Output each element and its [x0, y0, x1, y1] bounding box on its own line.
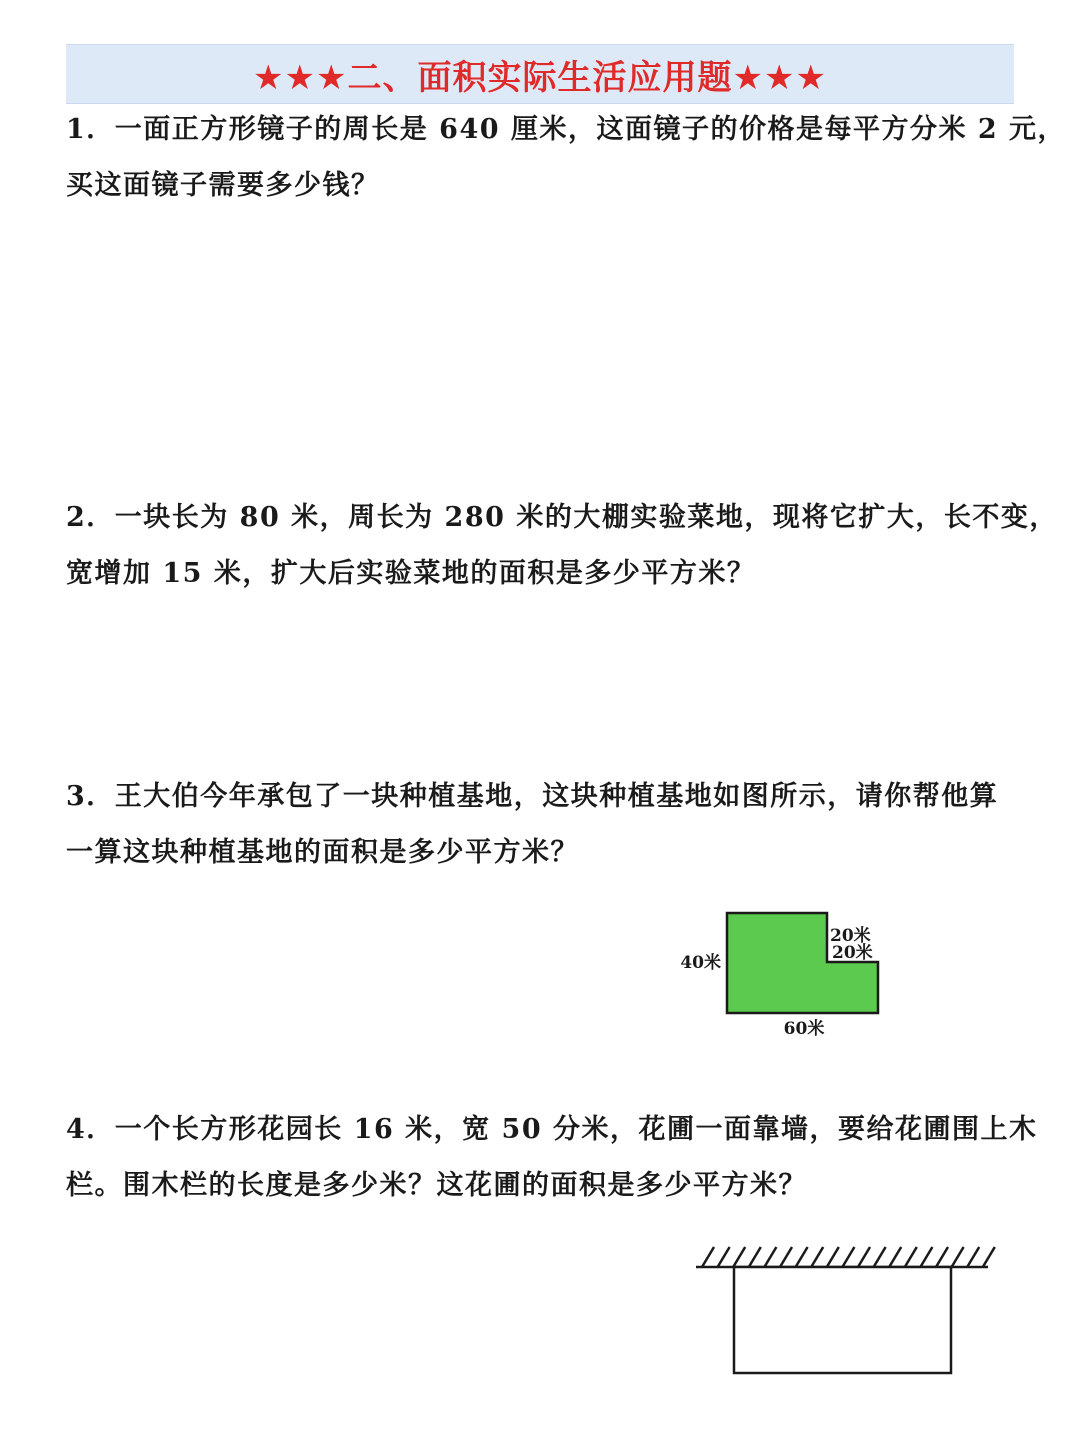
question-1-line-1: 1．一面正方形镜子的周长是 640 厘米，这面镜子的价格是每平方分米 2 元，	[66, 114, 1067, 145]
section-title: ★★★二、面积实际生活应用题★★★	[253, 57, 827, 98]
wall-hatch-mark	[952, 1247, 964, 1267]
question-3-line-2: 一算这块种植基地的面积是多少平方米？	[66, 837, 579, 868]
wall-hatch-mark	[811, 1247, 823, 1267]
wall-hatch-mark	[780, 1247, 792, 1267]
wall-hatch-mark	[905, 1247, 917, 1267]
wall-hatch-mark	[983, 1247, 995, 1267]
question-2	[66, 490, 1058, 602]
question-1	[66, 102, 1067, 214]
section-title-bar	[66, 44, 1014, 104]
flower-bed-rectangle	[734, 1267, 951, 1373]
question-2-line-1: 2．一块长为 80 米，周长为 280 米的大棚实验菜地，现将它扩大，长不变，	[66, 502, 1058, 533]
question-1-line-2: 买这面镜子需要多少钱？	[66, 170, 380, 201]
wall-hatching	[702, 1247, 995, 1267]
wall-hatch-mark	[920, 1247, 932, 1267]
question-4-line-1: 4．一个长方形花园长 16 米，宽 50 分米，花圃一面靠墙，要给花圃围上木	[66, 1114, 1038, 1145]
wall-hatch-mark	[718, 1247, 730, 1267]
question-3	[66, 769, 1016, 881]
wall-hatch-mark	[796, 1247, 808, 1267]
wall-hatch-mark	[702, 1247, 714, 1267]
wall-hatch-mark	[764, 1247, 776, 1267]
wall-hatch-mark	[827, 1247, 839, 1267]
wall-hatch-mark	[874, 1247, 886, 1267]
label-notch-height: 20米	[832, 943, 873, 963]
wall-hatch-mark	[889, 1247, 901, 1267]
wall-hatch-mark	[936, 1247, 948, 1267]
label-height: 40米	[680, 953, 721, 973]
wall-hatch-mark	[749, 1247, 761, 1267]
question-4	[66, 1102, 1038, 1214]
planting-base-figure	[670, 900, 900, 1050]
question-4-line-2: 栏。围木栏的长度是多少米？这花圃的面积是多少平方米？	[66, 1170, 807, 1201]
question-2-line-2: 宽增加 15 米，扩大后实验菜地的面积是多少平方米？	[66, 558, 756, 589]
label-base-length: 60米	[783, 1019, 825, 1039]
wall-hatch-mark	[858, 1247, 870, 1267]
garden-wall-figure	[690, 1235, 1000, 1385]
wall-hatch-mark	[842, 1247, 854, 1267]
wall-hatch-mark	[733, 1247, 745, 1267]
question-3-line-1: 3．王大伯今年承包了一块种植基地，这块种植基地如图所示，请你帮他算	[66, 781, 999, 812]
wall-hatch-mark	[967, 1247, 979, 1267]
label-notch-width: 20米	[830, 926, 871, 946]
